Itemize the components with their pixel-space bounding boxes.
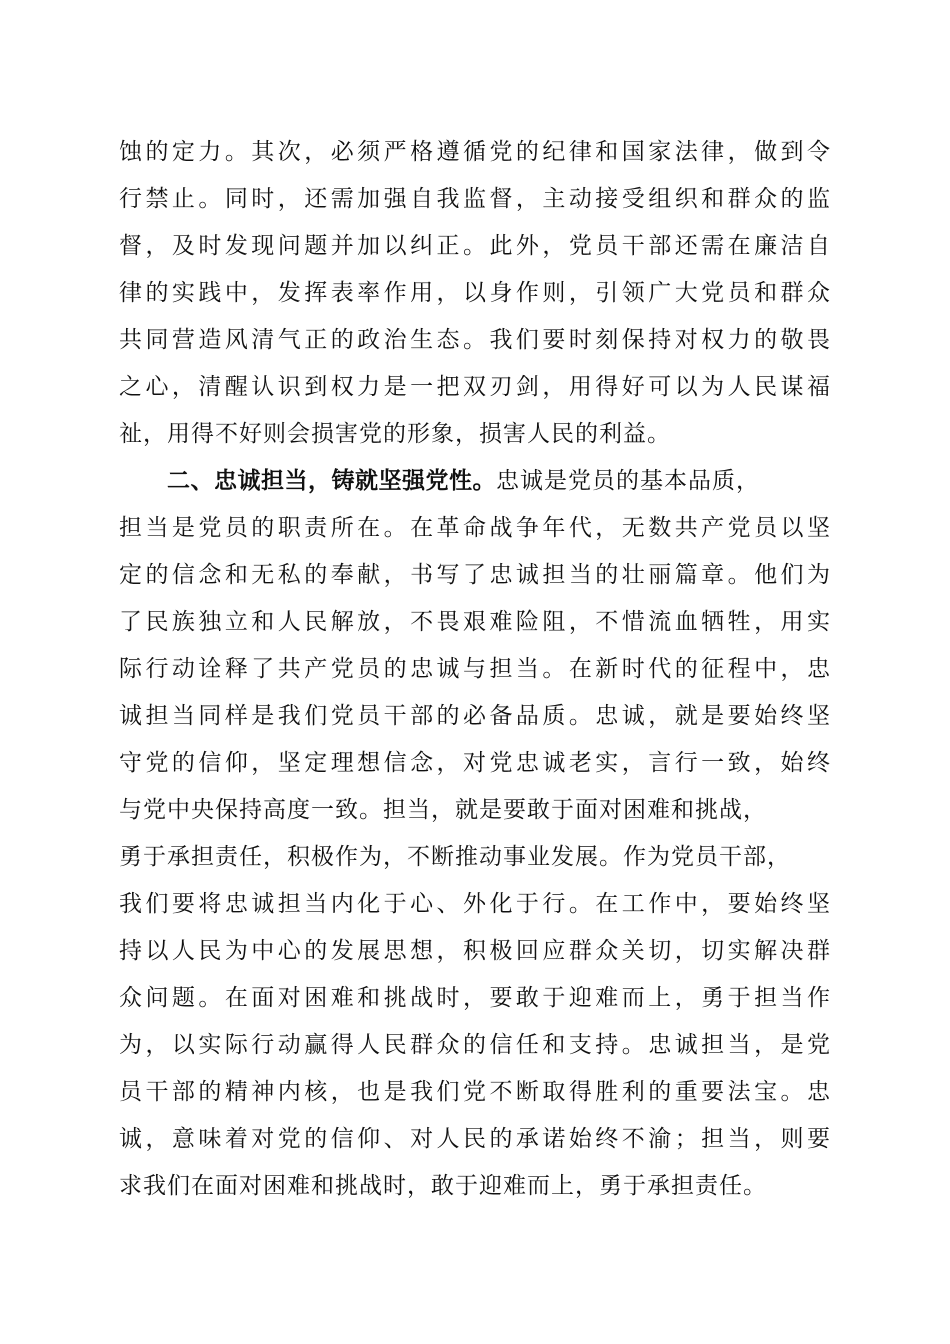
text-line: 定的信念和无私的奉献，书写了忠诚担当的壮丽篇章。他们为 (119, 562, 831, 588)
text-line: 行禁止。同时，还需加强自我监督，主动接受组织和群众的监 (119, 186, 831, 212)
text-line: 诚，意味着对党的信仰、对人民的承诺始终不渝；担当，则要 (119, 1126, 831, 1152)
text-line: 督，及时发现问题并加以纠正。此外，党员干部还需在廉洁自 (119, 233, 831, 259)
text-line: 持以人民为中心的发展思想，积极回应群众关切，切实解决群 (119, 938, 831, 964)
text-line: 与党中央保持高度一致。担当，就是要敢于面对困难和挑战， (119, 797, 767, 823)
section-heading: 二、忠诚担当，铸就坚强党性。 (167, 468, 496, 494)
text-line: 为，以实际行动赢得人民群众的信任和支持。忠诚担当，是党 (119, 1032, 831, 1058)
text-line: 共同营造风清气正的政治生态。我们要时刻保持对权力的敬畏 (119, 327, 831, 353)
text-line: 之心，清醒认识到权力是一把双刃剑，用得好可以为人民谋福 (119, 374, 831, 400)
text-line: 守党的信仰，坚定理想信念，对党忠诚老实，言行一致，始终 (119, 750, 831, 776)
paragraph-2 (119, 458, 831, 1210)
text-line: 律的实践中，发挥表率作用，以身作则，引领广大党员和群众 (119, 280, 831, 306)
text-line: 员干部的精神内核，也是我们党不断取得胜利的重要法宝。忠 (119, 1079, 831, 1105)
text-line: 担当是党员的职责所在。在革命战争年代，无数共产党员以坚 (119, 515, 831, 541)
text-line: 我们要将忠诚担当内化于心、外化于行。在工作中，要始终坚 (119, 891, 831, 917)
document-body (119, 129, 831, 1210)
text-line: 了民族独立和人民解放，不畏艰难险阻，不惜流血牺牲，用实 (119, 609, 831, 635)
heading-followup-text: 忠诚是党员的基本品质， (496, 468, 760, 494)
text-line: 求我们在面对困难和挑战时，敢于迎难而上，勇于承担责任。 (119, 1173, 767, 1199)
text-line: 众问题。在面对困难和挑战时，要敢于迎难而上，勇于担当作 (119, 985, 831, 1011)
text-line: 诚担当同样是我们党员干部的必备品质。忠诚，就是要始终坚 (119, 703, 831, 729)
text-line: 祉，用得不好则会损害党的形象，损害人民的利益。 (119, 421, 671, 447)
paragraph-first-line (119, 458, 831, 505)
text-line: 蚀的定力。其次，必须严格遵循党的纪律和国家法律，做到令 (119, 139, 831, 165)
paragraph-1 (119, 129, 831, 458)
text-line: 勇于承担责任，积极作为，不断推动事业发展。作为党员干部， (119, 844, 791, 870)
text-line: 际行动诠释了共产党员的忠诚与担当。在新时代的征程中，忠 (119, 656, 831, 682)
